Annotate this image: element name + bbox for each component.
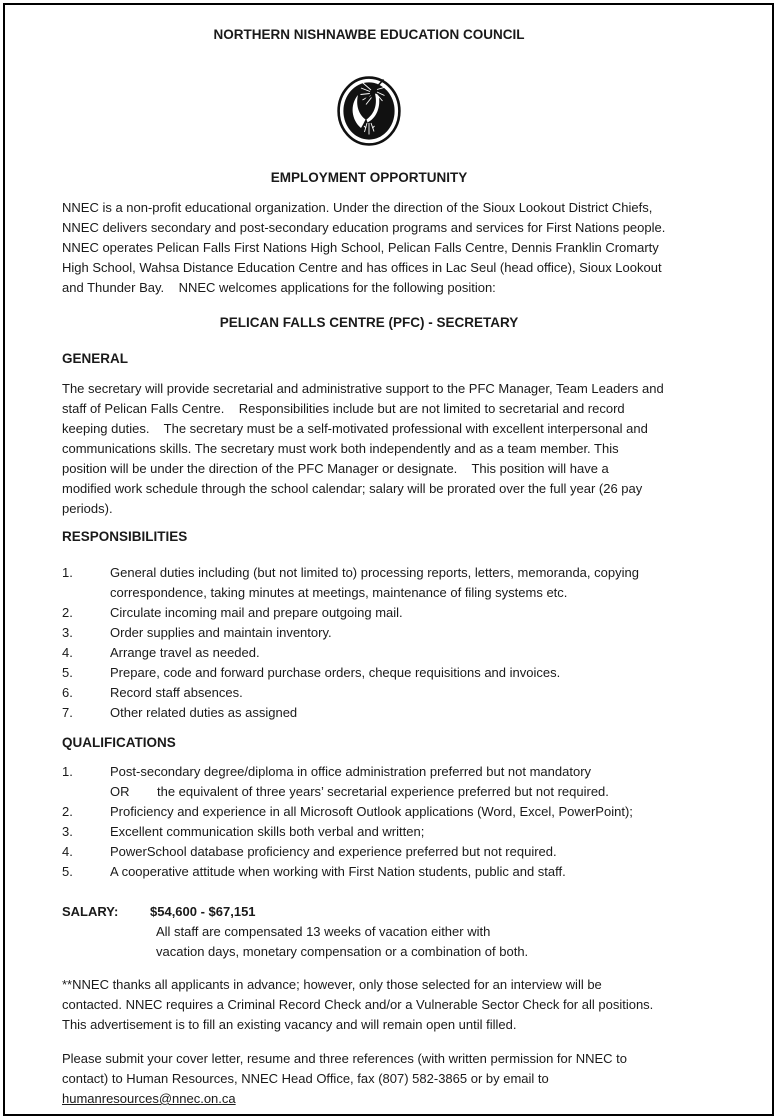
submission-line: Please submit your cover letter, resume and three references (with written permission for NNEC to [62,1051,628,1066]
intro-paragraph [62,198,676,298]
disclaimer-line: **NNEC thanks all applicants in advance; however, only those selected for an interview will be [62,977,602,992]
salary-note-line: vacation days, monetary compensation or a combination of both. [156,944,529,959]
list-item-text: Proficiency and experience in all Microsoft Outlook applications (Word, Excel, PowerPoint); [110,804,633,819]
qualifications-list [62,762,676,882]
list-item [62,822,676,842]
list-item [62,643,676,663]
list-item-number: 1. [62,565,73,580]
list-item-text: PowerSchool database proficiency and experience preferred but not required. [110,844,557,859]
list-item [62,862,676,882]
intro-line: NNEC delivers secondary and post-secondary education programs and services for First Nations people. [62,220,666,235]
general-line: communications skills. The secretary must work both independently and as a team member. This [62,441,619,456]
responsibilities-list [62,563,676,723]
general-line: position will be under the direction of the PFC Manager or designate. This position will have a [62,461,609,476]
salary-notes [156,922,676,962]
list-item-number: 3. [62,625,73,640]
list-item-number: 5. [62,665,73,680]
salary-section [62,902,676,962]
list-item [62,762,676,802]
list-item-text: A cooperative attitude when working with First Nation students, public and staff. [110,864,566,879]
list-item-text: Other related duties as assigned [110,705,298,720]
disclaimer-line: This advertisement is to fill an existing vacancy and will remain open until filled. [62,1017,517,1032]
list-item [62,623,676,643]
list-item-text: Record staff absences. [110,685,243,700]
list-item-text: Excellent communication skills both verbal and written; [110,824,425,839]
org-title: NORTHERN NISHNAWBE EDUCATION COUNCIL [213,27,525,42]
list-item-text: Order supplies and maintain inventory. [110,625,332,640]
submission-line: contact) to Human Resources, NNEC Head Office, fax (807) 582-3865 or by email to [62,1071,549,1086]
list-item [62,603,676,623]
general-line: The secretary will provide secretarial and administrative support to the PFC Manager, Team Leaders and [62,381,664,396]
list-item [62,683,676,703]
list-item-line [110,782,676,802]
list-item [62,703,676,723]
qualifications-heading: QUALIFICATIONS [62,735,176,750]
list-item-number: 1. [62,764,73,779]
list-item-text: Circulate incoming mail and prepare outgoing mail. [110,605,403,620]
list-item-line: correspondence, taking minutes at meetings, maintenance of filing systems etc. [110,585,568,600]
list-item [62,802,676,822]
general-heading: GENERAL [62,351,129,366]
intro-line: and Thunder Bay. NNEC welcomes applications for the following position: [62,280,496,295]
disclaimer-line: contacted. NNEC requires a Criminal Record Check and/or a Vulnerable Sector Check for all positions. [62,997,654,1012]
intro-line: NNEC operates Pelican Falls First Nations High School, Pelican Falls Centre, Dennis Franklin Cromarty [62,240,659,255]
submission-paragraph [62,1049,676,1109]
salary-row [62,902,676,922]
list-item-number: 4. [62,844,73,859]
list-item-text: Arrange travel as needed. [110,645,260,660]
list-item-number: 7. [62,705,73,720]
intro-line: High School, Wahsa Distance Education Centre and has offices in Lac Seul (head office), Sioux Lookout [62,260,662,275]
document-border-frame [3,3,774,1116]
salary-note-line: All staff are compensated 13 weeks of vacation either with [156,924,491,939]
disclaimer-paragraph [62,975,676,1035]
general-line: modified work schedule through the school calendar; salary will be prorated over the full year (26 pay [62,481,643,496]
employment-opportunity-heading: EMPLOYMENT OPPORTUNITY [270,170,468,185]
list-item-number: 3. [62,824,73,839]
general-line: keeping duties. The secretary must be a self-motivated professional with excellent interpersonal and [62,421,648,436]
salary-label: SALARY: [62,904,119,919]
list-item-text [110,563,676,603]
list-item-number: 2. [62,804,73,819]
intro-line: NNEC is a non-profit educational organization. Under the direction of the Sioux Lookout District Chiefs, [62,200,653,215]
general-line: periods). [62,501,113,516]
salary-range: $54,600 - $67,151 [150,904,256,919]
list-item-number: 4. [62,645,73,660]
list-item-number: 2. [62,605,73,620]
list-item [62,842,676,862]
logo-container [62,76,676,151]
hr-email-link[interactable]: humanresources@nnec.on.ca [62,1091,236,1106]
submission-email-line [62,1089,676,1109]
or-alternative-text: the equivalent of three years’ secretarial experience preferred but not required. [157,784,609,799]
list-item-text: Prepare, code and forward purchase orders, cheque requisitions and invoices. [110,665,561,680]
general-paragraph [62,379,676,519]
position-title: PELICAN FALLS CENTRE (PFC) - SECRETARY [219,315,519,330]
list-item-line: Post-secondary degree/diploma in office administration preferred but not mandatory [110,764,592,779]
list-item [62,663,676,683]
list-item-line: General duties including (but not limited to) processing reports, letters, memoranda, copying [110,565,639,580]
general-line: staff of Pelican Falls Centre. Responsibilities include but are not limited to secretarial and record [62,401,625,416]
list-item-text [110,762,676,802]
list-item-number: 5. [62,864,73,879]
or-label: OR [110,784,130,799]
list-item-number: 6. [62,685,73,700]
responsibilities-heading: RESPONSIBILITIES [62,529,188,544]
nnec-bird-logo-icon [337,76,401,146]
list-item [62,563,676,603]
